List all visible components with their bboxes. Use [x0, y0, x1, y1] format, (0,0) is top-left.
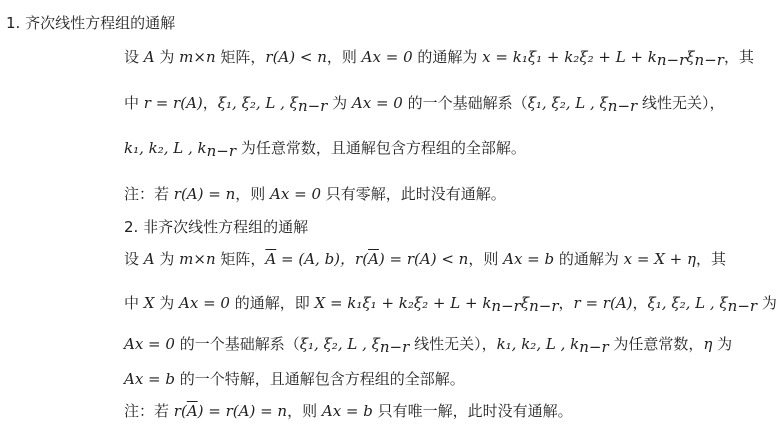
section2-paragraph-line1: 设 A 为 m×n 矩阵，$\overline{A} = (A$, b)，$r(\overline{A}) = r(A) < n$，则 Ax = b 的通解为 x = X + η，其: [124, 250, 727, 268]
section2-paragraph-line2: 中 X 为 Ax = 0 的通解，即 $X = k_1\xi_1 + k_2\xi_2 + L + k_{n-r}\xi_{n-r}$，r = r(A)，ξ₁, ξ₂, L , $\xi_{n-r}$ 为: [124, 294, 777, 315]
section1-paragraph-line2: 中 r = r(A)，ξ₁, ξ₂, L , $\xi_{n-r}$ 为 Ax = 0 的一个基础解系（ξ₁, ξ₂, L , $\xi_{n-r}$ 线性无关），: [124, 94, 725, 115]
section2-paragraph-line3: Ax = 0 的一个基础解系（ξ₁, ξ₂, L , $\xi_{n-r}$ 线性无关），k₁, k₂, L , $k_{n-r}$ 为任意常数，η 为: [124, 335, 733, 356]
section1-paragraph-line1: 设 A 为 m×n 矩阵，r(A) < n，则 Ax = 0 的通解为 $x = k_1\xi_1 + k_2\xi_2 + L + k_{n-r}\xi_{n-r}$，其: [124, 48, 754, 69]
section2-note: 注：若 $r(\overline{A}) = r(A) = n$，则 Ax = b 只有唯一解，此时没有通解。: [124, 402, 573, 420]
section2-heading: 2. 非齐次线性方程组的通解: [124, 218, 309, 236]
section1-note: 注：若 r(A) = n，则 Ax = 0 只有零解，此时没有通解。: [124, 185, 506, 203]
section2-paragraph-line4: Ax = b 的一个特解，且通解包含方程组的全部解。: [124, 370, 465, 388]
section1-heading: 1. 齐次线性方程组的通解: [6, 14, 176, 32]
section1-paragraph-line3: k₁, k₂, L , $k_{n-r}$ 为任意常数，且通解包含方程组的全部解。: [124, 139, 526, 160]
